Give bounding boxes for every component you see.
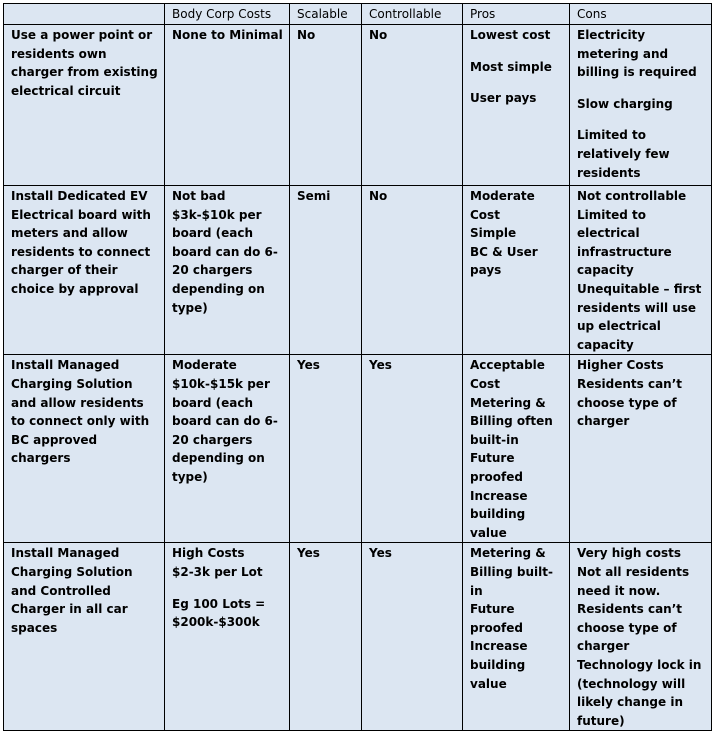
controllable-cell: Yes — [362, 355, 463, 543]
cons-cell-line: Very high costs — [577, 546, 682, 561]
pros-cell-line: Future proofed — [470, 602, 523, 635]
header-option — [4, 4, 165, 25]
costs-cell-line: Not bad — [172, 189, 226, 203]
costs-cell-line: Eg 100 Lots = $200k-$300k — [172, 596, 266, 630]
header-scalable: Scalable — [290, 4, 362, 25]
cons-cell-line: Slow charging — [577, 96, 673, 111]
pros-cell-line: Increase building value — [470, 639, 528, 691]
cons-cell-line: Not all residents need it now. — [577, 564, 690, 598]
option-cell-line: Install Managed Charging Solution and allow residents to connect only with BC approved chargers — [11, 358, 150, 466]
scalable-cell: Yes — [290, 355, 362, 543]
cons-cell — [570, 543, 712, 731]
costs-cell — [165, 543, 290, 731]
option-cell — [4, 355, 165, 543]
costs-cell — [165, 355, 290, 543]
pros-cell-line: Moderate Cost — [470, 189, 535, 222]
cons-cell-line: Not controllable — [577, 189, 687, 203]
ev-charging-options-table — [3, 3, 712, 731]
cons-cell-line: Higher Costs — [577, 358, 664, 373]
header-body-corp-costs: Body Corp Costs — [165, 4, 290, 25]
option-cell-line: Install Managed Charging Solution and Controlled Charger in all car spaces — [11, 546, 133, 635]
pros-cell-line: Future proofed — [470, 451, 523, 484]
controllable-cell: No — [362, 186, 463, 355]
pros-cell-line: Metering & Billing often built-in — [470, 395, 553, 447]
option-cell-line: Install Dedicated EV Electrical board with meters and allow residents to connect charger of their choice by approval — [11, 189, 151, 296]
cons-cell — [570, 25, 712, 186]
option-cell-line: Use a power point or residents own charger from existing electrical circuit — [11, 28, 158, 98]
cons-cell-line: Residents can’t choose type of charger — [577, 376, 683, 429]
costs-cell-line: Moderate — [172, 358, 237, 373]
pros-cell-line: User pays — [470, 91, 537, 106]
cons-cell-line: Limited to electrical infrastructure capacity — [577, 207, 672, 278]
header-pros: Pros — [463, 4, 570, 25]
costs-cell-line: None to Minimal — [172, 28, 283, 42]
option-cell — [4, 543, 165, 731]
cons-cell — [570, 355, 712, 543]
cons-cell — [570, 186, 712, 355]
controllable-cell: Yes — [362, 543, 463, 731]
costs-cell — [165, 186, 290, 355]
costs-cell-line: $10k-$15k per board (each board can do 6-20 chargers depending on type) — [172, 376, 278, 484]
cons-cell-line: Technology lock in (technology will likely change in future) — [577, 657, 702, 728]
header-controllable: Controllable — [362, 4, 463, 25]
costs-cell-line: High Costs — [172, 546, 245, 561]
pros-cell — [463, 25, 570, 186]
scalable-cell: Semi — [290, 186, 362, 355]
pros-cell-line: Most simple — [470, 59, 552, 74]
cons-cell-line: Limited to relatively few residents — [577, 128, 670, 180]
controllable-cell: No — [362, 25, 463, 186]
table-row — [4, 25, 712, 186]
cons-cell-line: Residents can’t choose type of charger — [577, 602, 683, 654]
costs-cell-line: $2-3k per Lot — [172, 564, 263, 579]
pros-cell-line: BC & User pays — [470, 244, 538, 278]
option-cell — [4, 186, 165, 355]
pros-cell-line: Lowest cost — [470, 28, 551, 42]
cons-cell-line: Unequitable – first residents will use up electrical capacity — [577, 281, 702, 352]
pros-cell-line: Simple — [470, 226, 517, 241]
pros-cell — [463, 355, 570, 543]
table-row — [4, 355, 712, 543]
table-row — [4, 543, 712, 731]
pros-cell-line: Increase building value — [470, 488, 528, 540]
cons-cell-line: Electricity metering and billing is required — [577, 28, 697, 80]
pros-cell-line: Metering & Billing built-in — [470, 546, 553, 598]
table-row — [4, 186, 712, 355]
pros-cell-line: Acceptable Cost — [470, 358, 545, 391]
costs-cell — [165, 25, 290, 186]
scalable-cell: Yes — [290, 543, 362, 731]
header-cons: Cons — [570, 4, 712, 25]
option-cell — [4, 25, 165, 186]
scalable-cell: No — [290, 25, 362, 186]
header-row — [4, 4, 712, 25]
costs-cell-line: $3k-$10k per board (each board can do 6-20 chargers depending on type) — [172, 207, 278, 315]
pros-cell — [463, 186, 570, 355]
pros-cell — [463, 543, 570, 731]
